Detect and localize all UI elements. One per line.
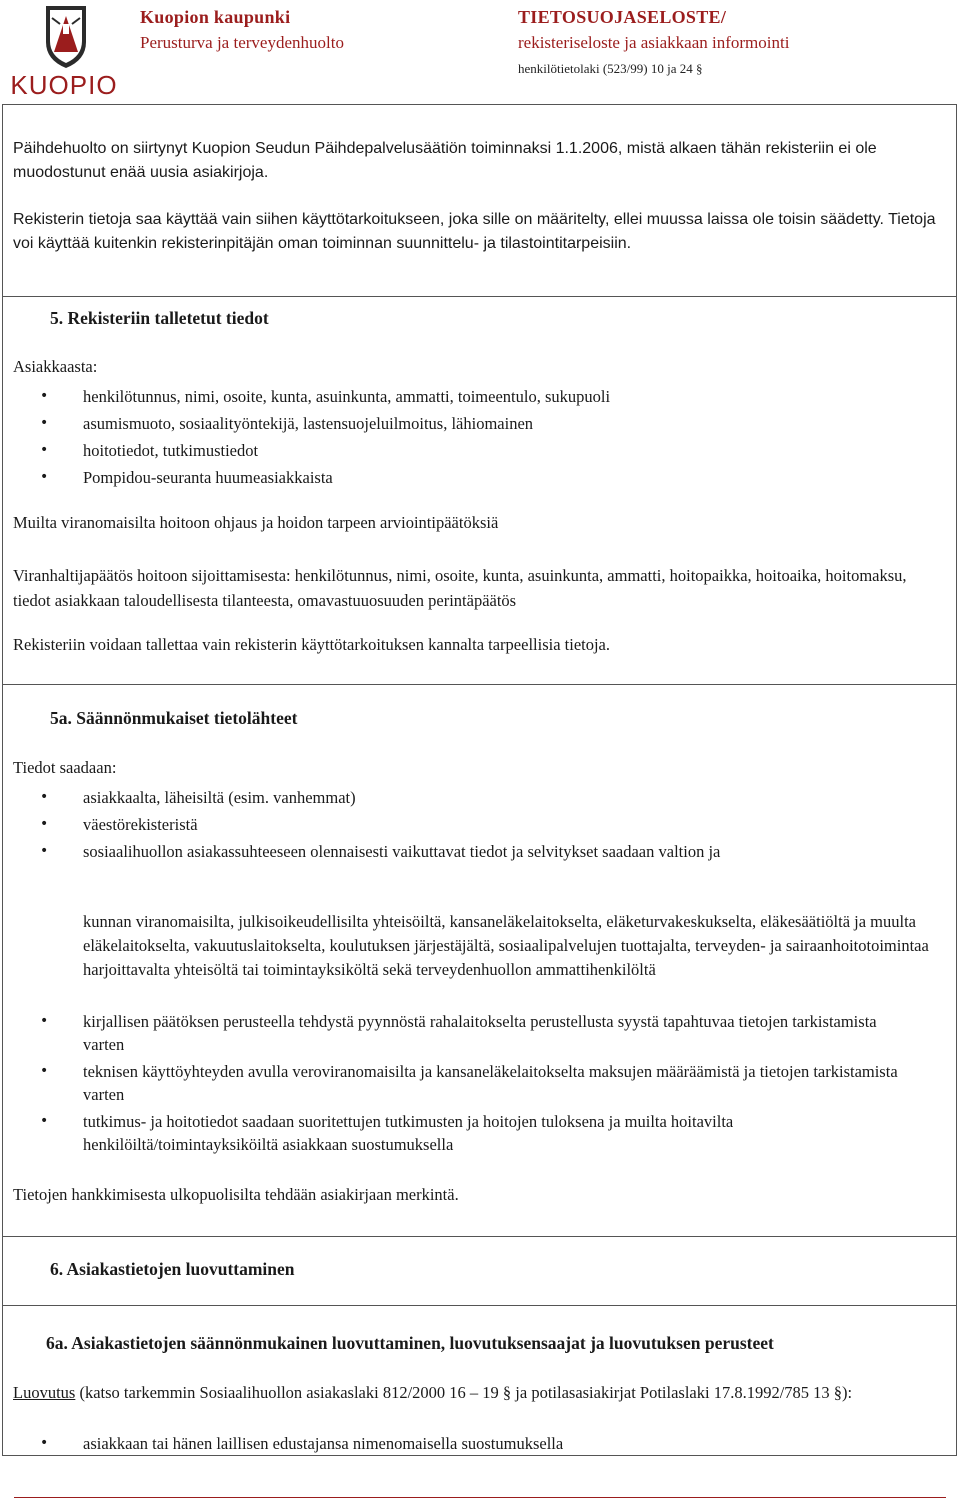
intro-paragraph-2: Rekisterin tietoja saa käyttää vain siihen käyttötarkoitukseen, joka sille on määritelty, ellei muussa laissa ole toisin säädetty. Tietoja voi käyttää kuitenkin rekisterinpitäjän oman toiminnan suunnittelu- ja tilastointitarpeisiin. (13, 211, 936, 252)
section-5-lead: Asiakkaasta: (13, 357, 98, 376)
department-name: Perusturva ja terveydenhuolto (140, 33, 344, 52)
list-item: • asumismuoto, sosiaalityöntekijä, lastensuojeluilmoitus, lähiomainen (40, 410, 610, 437)
footer-rule (14, 1497, 946, 1498)
luovutus-link[interactable]: Luovutus (13, 1383, 76, 1402)
list-item: • teknisen käyttöyhteyden avulla veroviranomaisilta ja kansaneläkelaitokselta maksujen määräämistä ja tietojen tarkistamista varten (40, 1060, 910, 1106)
section-6a-reference (13, 1380, 948, 1405)
row-divider (2, 1236, 957, 1237)
section-5-heading: 5. Rekisteriin talletetut tiedot (50, 308, 269, 328)
law-reference: henkilötietolaki (523/99) 10 ja 24 § (518, 61, 703, 76)
intro-paragraph-1: Päihdehuolto on siirtynyt Kuopion Seudun Päihdepalvelusäätiön toiminnaksi 1.1.2006, mistä alkaen tähän rekisteriin ei ole muodostunut enää uusia asiakirjoja. (13, 140, 877, 181)
section-5a-heading: 5a. Säännönmukaiset tietolähteet (50, 708, 298, 728)
list-item: • hoitotiedot, tutkimustiedot (40, 437, 610, 464)
row-divider (2, 1305, 957, 1306)
list-item: • henkilötunnus, nimi, osoite, kunta, asuinkunta, ammatti, toimeentulo, sukupuoli (40, 383, 610, 410)
section-5-decision: Viranhaltijapäätös hoitoon sijoittamisesta: henkilötunnus, nimi, osoite, kunta, asuinkunta, ammatti, hoitopaikka, hoitoaika, hoitomaksu, tiedot asiakkaan taloudellisesta tilanteesta, omavastuuosuuden perintäpäätös (13, 566, 907, 610)
header-right (518, 4, 789, 82)
section-5a-note: Tietojen hankkimisesta ulkopuolisilta tehdään asiakirjaan merkintä. (13, 1185, 459, 1204)
list-item: • kirjallisen päätöksen perusteella tehdystä pyynnöstä rahalaitokselta perustellusta syystä tapahtuvaa tietojen tarkistamista varten (40, 1010, 910, 1056)
list-item: • sosiaalihuollon asiakassuhteeseen olennaisesti vaikuttavat tiedot ja selvitykset saadaan valtion ja (40, 838, 720, 865)
logo-text: KUOPIO (10, 70, 118, 100)
section-6a-list (40, 1430, 563, 1457)
list-item: • väestörekisteristä (40, 811, 720, 838)
list-item: • asiakkaalta, läheisiltä (esim. vanhemmat) (40, 784, 720, 811)
header-left (140, 4, 344, 56)
list-item: • tutkimus- ja hoitotiedot saadaan suoritettujen tutkimusten ja hoitojen tuloksena ja muilta hoitavilta henkilöiltä/toimintayksiköiltä asiakkaan suostumuksella (40, 1110, 910, 1156)
document-subtitle: rekisteriseloste ja asiakkaan informointi (518, 33, 790, 52)
coat-of-arms-icon (46, 6, 86, 68)
list-item: • Pompidou-seuranta huumeasiakkaista (40, 464, 610, 491)
org-name: Kuopion kaupunki (140, 7, 291, 27)
section-5a-lead: Tiedot saadaan: (13, 758, 117, 777)
kuopio-logo (8, 2, 120, 102)
section-5a-continuation: kunnan viranomaisilta, julkisoikeudellisilta yhteisöiltä, kansaneläkelaitokselta, eläketurvakeskukselta, eläkesäätiöltä ja muulta eläkelaitokselta, vakuutuslaitokselta, koulutuksen järjestäjältä, sosiaalipalvelujen tuottajalta, terveyden- ja sairaanhoitotoimintaa harjoittavalta yhteisöltä tai toimintayksiköltä sekä terveydenhuollon ammattihenkilöltä (83, 912, 929, 979)
section-6-heading: 6. Asiakastietojen luovuttaminen (50, 1259, 295, 1279)
section-5-list (40, 383, 610, 491)
document-title: TIETOSUOJASELOSTE/ (518, 7, 727, 27)
section-5a-list (40, 784, 720, 865)
section-5-storage: Rekisteriin voidaan tallettaa vain rekisterin käyttötarkoituksen kannalta tarpeellisia tietoja. (13, 635, 611, 654)
row-divider (2, 684, 957, 685)
section-6a-reference-text: (katso tarkemmin Sosiaalihuollon asiakaslaki 812/2000 16 – 19 § ja potilasasiakirjat Potilaslaki 17.8.1992/785 13 §): (75, 1383, 853, 1402)
section-6a-heading: 6a. Asiakastietojen säännönmukainen luovuttaminen, luovutuksensaajat ja luovutuksen perusteet (46, 1333, 774, 1353)
section-5-other-authorities: Muilta viranomaisilta hoitoon ohjaus ja hoidon tarpeen arviointipäätöksiä (13, 513, 499, 532)
section-5a-list-continued (40, 1010, 910, 1160)
row-divider (2, 296, 957, 297)
list-item: • asiakkaan tai hänen laillisen edustajansa nimenomaisella suostumuksella (40, 1430, 563, 1457)
document-table (2, 104, 957, 1456)
